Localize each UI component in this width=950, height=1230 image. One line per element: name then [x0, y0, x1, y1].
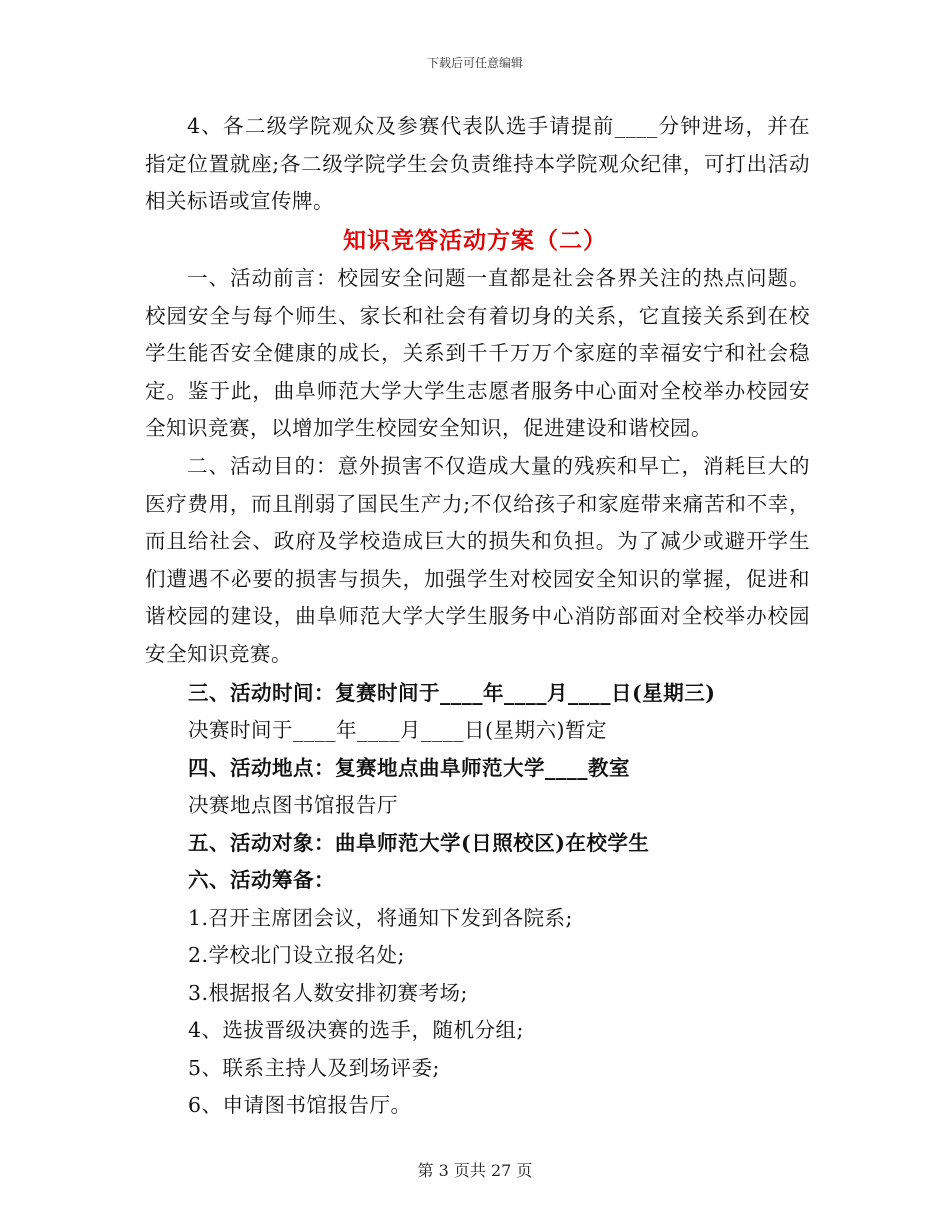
prep-list-item: 6、申请图书馆报告厅。: [188, 1093, 412, 1117]
prep-list-item: 5、联系主持人及到场评委;: [188, 1056, 440, 1080]
activity-time-heading: 三、活动时间：复赛时间于____年____月____日(星期三): [188, 681, 716, 705]
section-title: 知识竞答活动方案（二）: [343, 227, 607, 254]
page-footer: 第 3 页共 27 页: [417, 1161, 533, 1180]
activity-prep-heading: 六、活动筹备：: [188, 868, 335, 892]
prep-list-item: 2.学校北门设立报名处;: [188, 943, 405, 967]
prep-list-item: 1.召开主席团会议，将通知下发到各院系;: [188, 906, 573, 930]
paragraph-intro: 一、活动前言：校园安全问题一直都是社会各界关注的热点问题。校园安全与每个师生、家长和社会有着切身的关系，它直接关系到在校学生能否安全健康的成长，关系到千千万万个家庭的幸福安宁和社会稳定。鉴于此，曲阜师范大学大学生志愿者服务中心面对全校举办校园安全知识竞赛，以增加学生校园安全知识，促进建设和谐校园。: [145, 266, 810, 440]
prep-list-item: 4、选拔晋级决赛的选手，随机分组;: [188, 1018, 524, 1042]
page-header: 下载后可任意编辑: [426, 56, 523, 70]
activity-time-final: 决赛时间于____年____月____日(星期六)暂定: [188, 718, 607, 742]
paragraph-purpose: 二、活动目的：意外损害不仅造成大量的残疾和早亡，消耗巨大的医疗费用，而且削弱了国民生产力;不仅给孩子和家庭带来痛苦和不幸，而且给社会、政府及学校造成巨大的损失和负担。为了减少或避开学生们遭遇不必要的损害与损失，加强学生对校园安全知识的掌握，促进和谐校园的建设，曲阜师范大学大学生服务中心消防部面对全校举办校园安全知识竞赛。: [145, 454, 810, 666]
activity-place-heading: 四、活动地点：复赛地点曲阜师范大学____教室: [188, 756, 630, 780]
activity-target-heading: 五、活动对象：曲阜师范大学(日照校区)在校学生: [188, 831, 650, 855]
paragraph-entry-rules: 4、各二级学院观众及参赛代表队选手请提前____分钟进场，并在指定位置就座;各二级学院学生会负责维持本学院观众纪律，可打出活动相关标语或宣传牌。: [145, 114, 810, 213]
prep-list-item: 3.根据报名人数安排初赛考场;: [188, 981, 468, 1005]
activity-place-final: 决赛地点图书馆报告厅: [188, 793, 398, 817]
